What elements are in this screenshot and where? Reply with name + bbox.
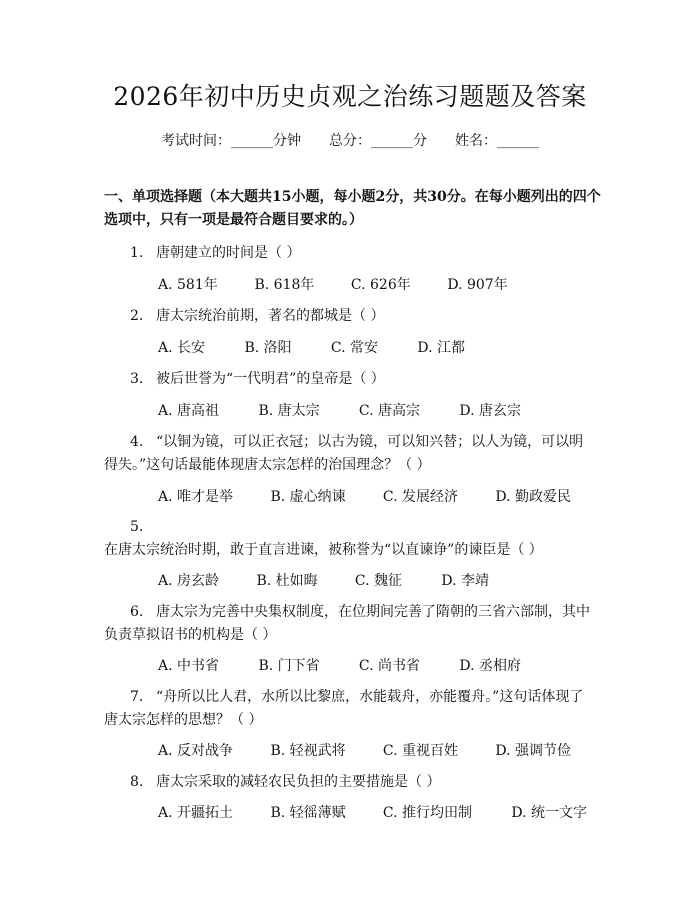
student-name: 姓名：______	[455, 133, 539, 149]
question-text: 唐太宗统治前期，著名的都城是（ ）	[156, 308, 385, 324]
option-a: A. 长安	[158, 340, 206, 356]
option-a: A. 反对战争	[158, 743, 234, 759]
question-text: 被后世誉为“一代明君”的皇帝是（ ）	[156, 371, 385, 387]
exam-meta	[0, 130, 700, 152]
question-text: 唐太宗为完善中央集权制度，在位期间完善了隋朝的三省六部制，其中负责草拟诏书的机构是（ ）	[104, 604, 590, 643]
option-a: A. 中书省	[158, 658, 220, 674]
option-b: B. 唐太宗	[258, 403, 320, 419]
question-7-options	[158, 740, 571, 762]
question-4-options	[158, 486, 571, 508]
option-d: D. 强调节俭	[495, 743, 571, 759]
option-d: D. 勤政爱民	[495, 489, 571, 505]
question-5	[104, 516, 594, 562]
option-c: C. 常安	[330, 340, 379, 356]
question-6-options	[158, 655, 521, 677]
option-c: C. 魏征	[354, 573, 403, 589]
option-c: C. 唐高宗	[358, 403, 421, 419]
question-6	[104, 601, 594, 647]
question-2	[104, 305, 594, 328]
question-number: 6.	[130, 604, 144, 620]
option-b: B. 轻视武将	[270, 743, 346, 759]
question-8	[104, 771, 594, 794]
option-a: A. 房玄龄	[158, 573, 220, 589]
option-c: C. 重视百姓	[382, 743, 459, 759]
option-c: C. 626年	[350, 277, 411, 293]
question-text: 唐太宗采取的减轻农民负担的主要措施是（ ）	[156, 774, 441, 790]
question-3	[104, 368, 594, 391]
question-5-options	[158, 570, 489, 592]
question-number: 2.	[130, 308, 144, 324]
option-b: B. 618年	[254, 277, 315, 293]
question-text: 在唐太宗统治时期，敢于直言进谏，被称誉为“以直谏诤”的谏臣是（ ）	[104, 542, 543, 558]
question-4	[104, 431, 594, 477]
option-c: C. 推行均田制	[382, 805, 473, 821]
option-b: B. 杜如晦	[256, 573, 318, 589]
total-score: 总分：______分	[329, 133, 427, 149]
question-text: 唐朝建立的时间是（ ）	[156, 245, 301, 261]
option-b: B. 洛阳	[244, 340, 292, 356]
option-d: D. 丞相府	[459, 658, 521, 674]
question-7	[104, 686, 594, 732]
option-a: A. 开疆拓土	[158, 805, 234, 821]
question-8-options	[158, 802, 587, 824]
exam-time: 考试时间：______分钟	[161, 133, 301, 149]
option-a: A. 581年	[158, 277, 218, 293]
option-d: D. 江都	[417, 340, 465, 356]
question-number: 3.	[130, 371, 144, 387]
option-c: C. 发展经济	[382, 489, 459, 505]
question-number: 8.	[130, 774, 144, 790]
section-heading: 一、单项选择题（本大题共15小题，每小题2分，共30分。在每小题列出的四个选项中，只有一项是最符合题目要求的。）	[104, 189, 601, 228]
question-text: “舟所以比人君，水所以比黎庶，水能载舟，亦能覆舟。”这句话体现了唐太宗怎样的思想？（ ）	[104, 689, 584, 728]
option-c: C. 尚书省	[358, 658, 421, 674]
question-text: “以铜为镜，可以正衣冠；以古为镜，可以知兴替；以人为镜，可以明得失。”这句话最能体现唐太宗怎样的治国理念？（ ）	[104, 434, 584, 473]
option-b: B. 门下省	[258, 658, 320, 674]
question-2-options	[158, 337, 465, 359]
option-a: A. 唐高祖	[158, 403, 220, 419]
question-1-options	[158, 274, 508, 296]
question-1	[104, 242, 594, 265]
option-a: A. 唯才是举	[158, 489, 234, 505]
option-d: D. 907年	[447, 277, 508, 293]
question-number: 4.	[130, 434, 144, 450]
option-b: B. 虚心纳谏	[270, 489, 346, 505]
page-title: 2026年初中历史贞观之治练习题题及答案	[113, 82, 587, 111]
question-3-options	[158, 400, 521, 422]
question-number: 5.	[130, 519, 144, 535]
option-d: D. 唐玄宗	[459, 403, 521, 419]
option-b: B. 轻徭薄赋	[270, 805, 346, 821]
option-d: D. 李靖	[441, 573, 489, 589]
question-number: 7.	[130, 689, 144, 705]
option-d: D. 统一文字	[511, 805, 587, 821]
question-number: 1.	[130, 245, 144, 261]
